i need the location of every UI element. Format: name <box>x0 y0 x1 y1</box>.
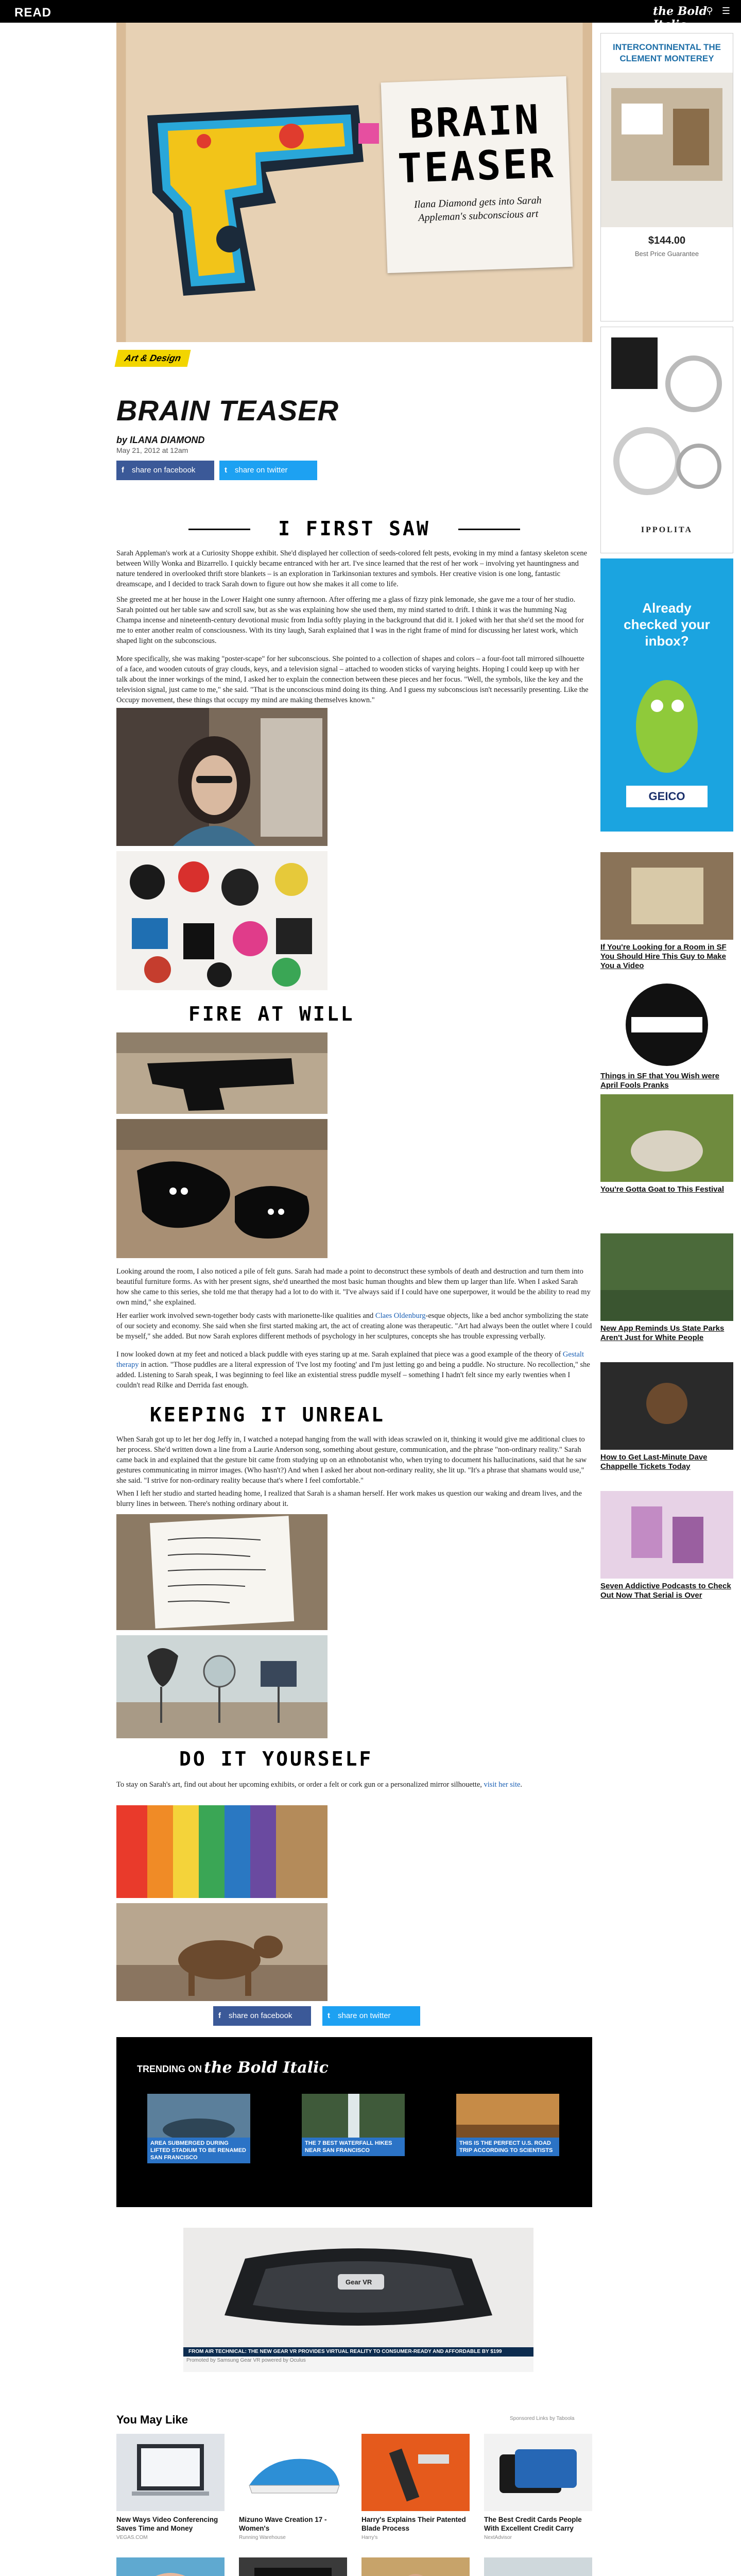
paragraph-4: Looking around the room, I also noticed a pile of felt guns. Sarah had made a point to deconstruct these symbols of death and destruction and turn them into beautiful furniture forms. As with her present signs, she'd unearthed the most basic human thoughts and blew them up larger than life. When I asked Sarah how she came to this series, she told me that therapy had a lot to do with it. "I've always said if I could have one superpower, it would be the ability to read my own mind," she explained. <box>116 1267 591 1307</box>
byline-prefix: by <box>116 435 128 445</box>
sidebar-story-2-title[interactable]: Things in SF that You Wish were April Fools Pranks <box>600 1072 719 1090</box>
photo-felt-shapes <box>116 851 328 990</box>
sidebar-story-5[interactable] <box>600 1362 733 1471</box>
hero-sign-subtitle: Ilana Diamond gets into Sarah Appleman's subconscious art <box>413 194 542 224</box>
photo-felt-gun <box>116 1032 328 1114</box>
photo-black-puddles <box>116 1119 328 1258</box>
hero-image <box>116 23 592 342</box>
paragraph-2: She greeted me at her house in the Lower Haight one sunny afternoon. After offering me a glass of fizzy pink lemonade, she gave me a tour of her studio. Sarah pointed out her table saw and scroll saw, but as she was explaining how she used them, my mind started to drift. I think it was the humming Nag Champa incense and nineteenth-century devotional music from India softly playing in the background that did it. I joked with her that she'd set the mood for me to enter another realm of consciousness. With its tiny laugh, Sarah explained that I was in the right frame of mind for discussing her latest work, which shaped light on the subconscious. <box>116 596 584 645</box>
paragraph-9 <box>116 1780 592 1790</box>
sidebar-story-1[interactable] <box>600 852 733 971</box>
rec-item-8-image[interactable] <box>484 2557 592 2576</box>
photo-notepad <box>116 1514 328 1630</box>
share-twitter-button[interactable] <box>219 461 317 480</box>
site-logo[interactable]: the Bold Italic <box>653 5 707 31</box>
rec-item-3-title[interactable]: Harry's Explains Their Patented Blade Process <box>361 2516 466 2532</box>
felt-gun-illustration <box>137 84 384 301</box>
hotel-ad[interactable] <box>600 33 733 321</box>
vr-headset-ad[interactable] <box>183 2228 533 2372</box>
rec-item-4-image[interactable] <box>484 2434 592 2511</box>
sidebar-story-2[interactable] <box>600 981 733 1090</box>
rec-item-3[interactable] <box>361 2434 470 2540</box>
claes-oldenburg-link[interactable]: Claes Oldenburg <box>375 1312 426 1320</box>
rec-item-3-source: Harry's <box>361 2535 378 2540</box>
read-label: READ <box>14 6 52 20</box>
sidebar-story-5-title[interactable]: How to Get Last-Minute Dave Chappelle Tickets Today <box>600 1453 708 1471</box>
paragraph-8: When I left her studio and started heading home, I realized that Sarah is a shaman herself. Her work makes us question our waking and dream lives, and the blurry lines in between. There's nothing ordinary about it. <box>116 1489 582 1508</box>
sidebar-story-4-title[interactable]: New App Reminds Us State Parks Aren't Just for White People <box>600 1324 725 1342</box>
byline <box>116 435 204 446</box>
rec-item-5-image[interactable] <box>116 2557 225 2576</box>
rec-item-1-source: VEGAS.COM <box>116 2535 148 2540</box>
rec-item-1[interactable] <box>116 2434 225 2540</box>
share-facebook-label: share on facebook <box>132 466 196 474</box>
rec-item-2[interactable] <box>239 2434 347 2540</box>
trending-section <box>116 2037 592 2207</box>
trending-card-2-caption[interactable]: THE 7 BEST WATERFALL HIKES NEAR SAN FRANCISCO <box>302 2138 405 2156</box>
photo-dog <box>116 1903 328 2001</box>
paragraph-3: More specifically, she was making "poster-scape" for her subconscious. She pointed to a collection of shapes and colors – a four-foot tall mirrored silhouette of a face, and wooden cutouts of gray clouds, keys, and a television signal – attached to wooden sticks of varying heights. Hoping I could keep up with her talk about the inner workings of the mind, I asked her to explain the connection between these pieces and her focus. "Well, the symbols, like the key and the television signal, just came to me," she said. "That is the unconscious mind doing its thing. And I guess my subconscious isn't necessarily presenting. Like the Occupy movement, these things that occupy my mind are making themselves known." <box>116 655 589 704</box>
sidebar-story-1-image[interactable] <box>600 852 733 940</box>
sidebar-story-3-title[interactable]: You're Gotta Goat to This Festival <box>600 1185 724 1194</box>
rec-item-6-image[interactable] <box>239 2557 347 2576</box>
rec-item-4-title[interactable]: The Best Credit Cards People With Excellent Credit Carry <box>484 2516 582 2532</box>
trending-card-1-caption[interactable]: AREA SUBMERGED DURING LIFTED STADIUM TO BE RENAMED SAN FRANCISCO <box>147 2138 250 2163</box>
paragraph-5 <box>116 1311 592 1342</box>
hero-sign <box>381 76 573 273</box>
section-heading-i-first-saw: I FIRST SAW <box>116 517 592 540</box>
paragraph-9-text-b: . <box>520 1781 523 1789</box>
rec-item-1-image[interactable] <box>116 2434 225 2511</box>
top-bar <box>0 0 741 31</box>
rec-item-4-source: NextAdvisor <box>484 2535 512 2540</box>
paragraph-9-text-a: To stay on Sarah's art, find out about her upcoming exhibits, or order a felt or cork gun or a personalized mirror silhouette, <box>116 1781 484 1789</box>
sidebar-story-5-image[interactable] <box>600 1362 733 1450</box>
photo-striped-fabric <box>116 1805 328 1898</box>
share-facebook-button[interactable] <box>116 461 214 480</box>
rec-item-2-title[interactable]: Mizuno Wave Creation 17 - Women's <box>239 2516 327 2532</box>
rec-item-2-image[interactable] <box>239 2434 347 2511</box>
vr-ad-powered: Promoted by Samsung Gear VR powered by Oculus <box>186 2358 306 2363</box>
rec-item-8[interactable] <box>484 2557 592 2576</box>
section-heading-do-it-yourself: DO IT YOURSELF <box>179 1748 373 1770</box>
share-twitter-label: share on twitter <box>235 466 288 474</box>
sidebar-story-4[interactable] <box>600 1233 733 1343</box>
sidebar-story-3-image[interactable] <box>600 1094 733 1182</box>
taboola-sponsored-label[interactable]: Sponsored Links by Taboola <box>510 2416 575 2421</box>
share-facebook-label-bottom: share on facebook <box>229 2011 292 2020</box>
twitter-icon: t <box>225 466 227 474</box>
ippolita-ad-brand: IPPOLITA <box>641 526 693 534</box>
publish-date: May 21, 2012 at 12am <box>116 446 188 454</box>
facebook-icon-bottom: f <box>218 2011 221 2020</box>
rec-item-7-image[interactable] <box>361 2557 470 2576</box>
hero-sign-title-2: TEASER <box>397 140 556 193</box>
rec-item-2-source: Running Warehouse <box>239 2535 286 2540</box>
trending-logo[interactable]: the Bold Italic <box>204 2059 329 2077</box>
share-twitter-button-bottom[interactable] <box>322 2006 420 2026</box>
photo-artist-portrait <box>116 708 328 846</box>
share-facebook-button-bottom[interactable] <box>213 2006 311 2026</box>
paragraph-5-text-b: -esque objects, like a bed anchor symbolizing the state of our society and economy. She said when she first started making art, the act of creating alone was therapeutic. "Art had always been the outlet where I could be myself," she added. But now Sarah explores different methods of psychology in her sculptures, concepts she has trouble expressing verbally. <box>116 1312 592 1341</box>
gestalt-therapy-link[interactable]: Gestalt therapy <box>116 1350 584 1369</box>
sidebar-story-6-image[interactable] <box>600 1491 733 1579</box>
rec-item-5[interactable] <box>116 2557 225 2576</box>
rec-item-7[interactable] <box>361 2557 470 2576</box>
section-heading-keeping-it-unreal: KEEPING IT UNREAL <box>150 1403 385 1426</box>
geico-ad-text: Already checked your inbox? <box>624 600 710 649</box>
hotel-ad-price: $144.00 <box>648 235 686 246</box>
sidebar-story-6-title[interactable]: Seven Addictive Podcasts to Check Out Now That Serial is Over <box>600 1582 731 1600</box>
facebook-icon: f <box>122 466 124 474</box>
artist-site-link[interactable]: visit her site <box>484 1781 521 1789</box>
sidebar-story-3[interactable] <box>600 1094 733 1194</box>
sidebar-story-6[interactable] <box>600 1491 733 1600</box>
rec-item-3-image[interactable] <box>361 2434 470 2511</box>
article-title: BRAIN TEASER <box>116 394 339 427</box>
share-twitter-label-bottom: share on twitter <box>338 2011 391 2020</box>
twitter-icon-bottom: t <box>328 2011 330 2020</box>
paragraph-5-text-a: Her earlier work involved sewn-together body casts with marionette-like qualities and <box>116 1312 375 1320</box>
geico-ad[interactable] <box>600 558 733 832</box>
paragraph-1: Sarah Appleman's work at a Curiosity Shoppe exhibit. She'd displayed her collection of seeds-colored felt pests, evoking in my mind a fantasy skeleton scene between Willy Wonka and Bizarrello. I quickly became entranced with her art. I've since learned that the rest of her work – involving yet hauntingness and nature tendered in overlooked thrift store blankets – is an exploration in Tarkinsonian textures and symbols. Her creative vision is one long, fantastic dreamscape, and I decided to track Sarah down to figure out how she makes it all come to life. <box>116 549 588 588</box>
paragraph-6-text-a: I now looked down at my feet and noticed a black puddle with eyes staring up at me. Sarah explained that piece was a good example of the theory of <box>116 1350 563 1359</box>
hero-sign-title-1: BRAIN <box>408 96 542 148</box>
trending-label: TRENDING ON <box>137 2064 202 2074</box>
hotel-ad-cta[interactable]: Best Price Guarantee <box>634 250 699 258</box>
sidebar-story-2-image[interactable] <box>600 981 733 1069</box>
photo-wooden-sculptures <box>116 1635 328 1738</box>
sidebar-story-4-image[interactable] <box>600 1233 733 1321</box>
trending-card-3-caption[interactable]: THIS IS THE PERFECT U.S. ROAD TRIP ACCORDING TO SCIENTISTS <box>456 2138 559 2156</box>
vr-ad-strip[interactable]: FROM AIR TECHNICAL: THE NEW GEAR VR PROVIDES VIRTUAL REALITY TO CONSUMER-READY AND AFFORDABLE BY $199 <box>183 2347 533 2357</box>
sidebar-story-1-title[interactable]: If You're Looking for a Room in SF You Should Hire This Guy to Make You a Video <box>600 943 727 970</box>
paragraph-6 <box>116 1349 592 1391</box>
search-icon[interactable]: ⚲ <box>706 6 713 16</box>
paragraph-6-text-b: in action. "Those puddles are a literal expression of 'I've lost my footing' and I'm just letting go and being a puddle. No structure. No recollection," she added. Listening to Sarah speak, I was beginning to feel like an existential stress puddle myself – something I hadn't felt since my early twenties when I couldn't read Rilke and Derrida fast enough. <box>116 1361 590 1389</box>
vr-ad-brand: Gear VR <box>346 2278 372 2286</box>
hotel-ad-title[interactable]: INTERCONTINENTAL THE CLEMENT MONTEREY <box>613 42 721 63</box>
geico-ad-brand: GEICO <box>626 786 708 807</box>
ippolita-ad[interactable] <box>600 327 733 553</box>
you-may-like-heading: You May Like <box>116 2413 188 2426</box>
author-name[interactable]: ILANA DIAMOND <box>130 435 205 445</box>
rec-item-1-title[interactable]: New Ways Video Conferencing Saves Time and Money <box>116 2516 218 2532</box>
paragraph-7: When Sarah got up to let her dog Jeffy in, I watched a notepad hanging from the wall with ideas scrawled on it, thinking it would give me additional clues to her process. She'd written down a line from a Laurie Anderson song, something about gesture, communication, and the phrase "non-ordinary reality." Sarah came back in and explained that the gesture bit came from studying up on an ethnobotanist who, when trying to document his hallucinations, said that he saw gestures communicating in mirror images. (Who hasn't?) And when I asked her about non-ordinary reality, she lit up. "It's a phrase that shamans would use," she said. "I strive for non-ordinary reality because that's where I feel comfortable." <box>116 1435 587 1485</box>
menu-icon[interactable]: ☰ <box>721 6 731 16</box>
section-heading-fire-at-will: FIRE AT WILL <box>188 1003 355 1025</box>
category-badge[interactable]: Art & Design <box>114 350 191 367</box>
rec-item-4[interactable] <box>484 2434 592 2540</box>
rec-item-6[interactable] <box>239 2557 347 2576</box>
